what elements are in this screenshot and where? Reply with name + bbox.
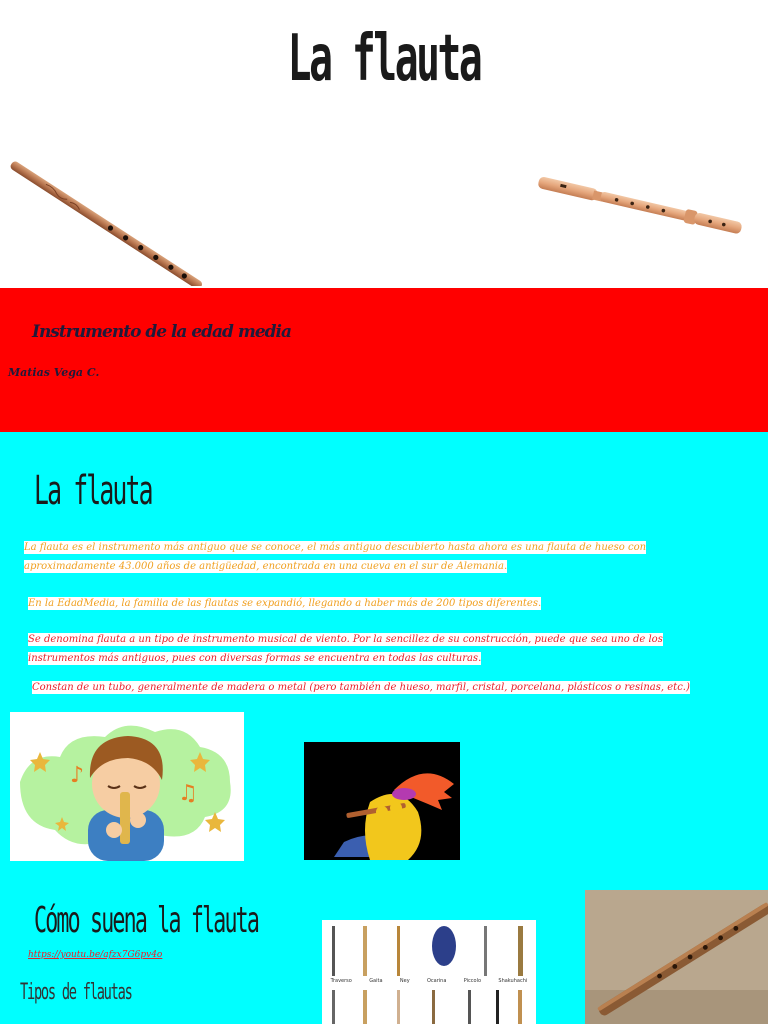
flute-types-image [322,920,536,1024]
flute-type-label: Shakuhachi [498,978,528,984]
svg-text:♫: ♫ [178,781,198,806]
types-heading: Tipos de flautas [20,980,132,1005]
sound-video-link[interactable]: https://youtu.be/afzx7G6pv4o [28,950,163,960]
boy-playing-flute-image [10,712,244,861]
flute-type-label: Gaita [369,978,383,984]
recorder-image [532,166,750,242]
paragraph-history [24,538,714,576]
page-title: La flauta [287,22,481,96]
paragraph-middle-ages [28,594,718,613]
sound-heading: Cómo suena la flauta [34,900,259,941]
paragraph-definition [28,630,718,668]
flute-player-image [304,742,460,860]
flute-type-label: Traverso [330,978,352,984]
paragraph-text: Constan de un tubo, generalmente de madera o metal (pero también de hueso, marfil, cristal, porcelana, plásticos o resinas, etc.) [32,682,690,693]
flute-type-label: Ney [399,978,410,984]
subtitle: Instrumento de la edad media [32,322,292,342]
wooden-flute-photo [585,890,768,1024]
author-name: Matias Vega C. [8,366,100,379]
flute-type-label: Ocarina [426,978,447,984]
flute-type-labels [322,978,536,988]
header-section [0,0,768,288]
svg-text:♪: ♪ [70,763,85,788]
intro-band [0,288,768,432]
paragraph-materials [32,678,722,697]
section-heading: La flauta [34,468,152,514]
content-section [0,432,768,1024]
flute-type-label: Piccolo [463,978,482,984]
paragraph-text: Se denomina flauta a un tipo de instrumento musical de viento. Por la sencillez de su construcción, puede que sea uno de los instrumentos más antiguos, pues con diversas formas se encuentra en todas las culturas. [28,634,663,664]
paragraph-text: En la EdadMedia, la familia de las flautas se expandió, llegando a haber más de 200 tipos diferentes. [28,598,542,609]
paragraph-text: La flauta es el instrumento más antiguo que se conoce, el más antiguo descubierto hasta ahora es una flauta de hueso con aproximadamente 43.000 años de antigüedad, encontrada en una cueva en el sur de Alemania. [24,542,647,572]
wooden-flute-image [6,150,208,286]
